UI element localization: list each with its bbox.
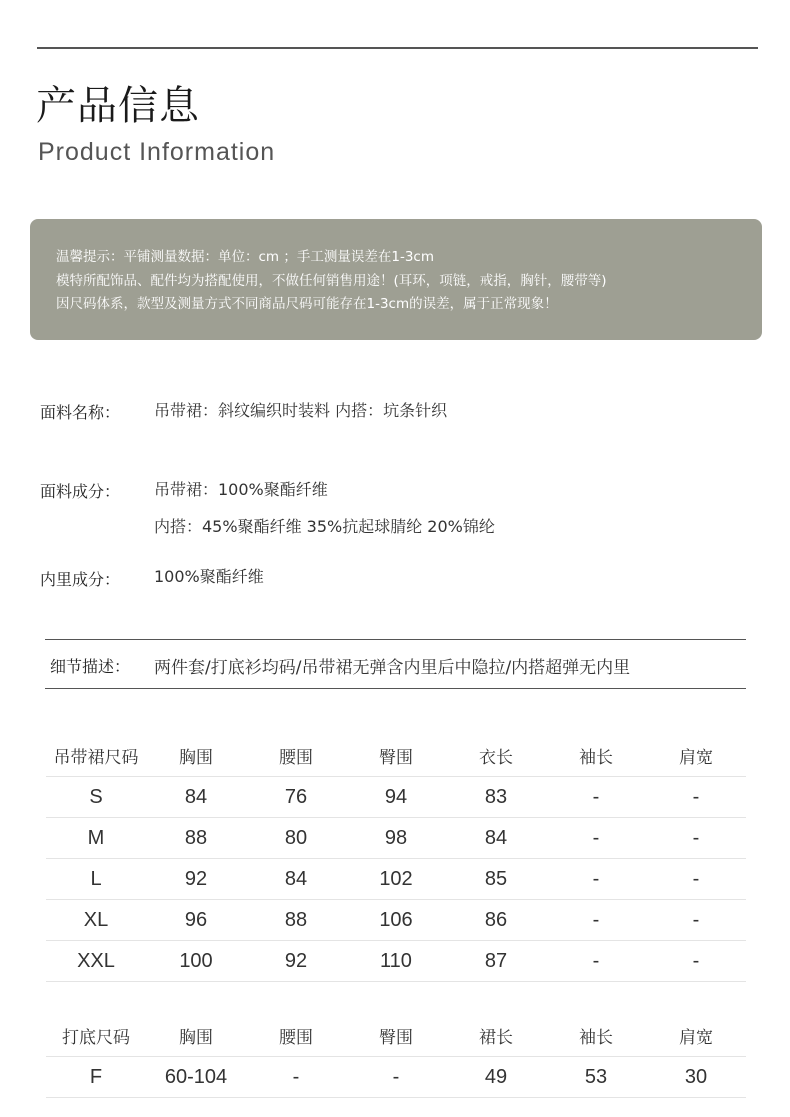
table-header-row — [46, 1014, 746, 1057]
table-cell: S — [46, 777, 146, 818]
column-header: 胸围 — [146, 1014, 246, 1057]
table-row — [46, 900, 746, 941]
notice-line: 温馨提示：平铺测量数据：单位：cm ；手工测量误差在1-3cm — [56, 249, 434, 265]
table-cell: - — [546, 818, 646, 859]
table-cell: 80 — [246, 818, 346, 859]
table-cell: 53 — [546, 1057, 646, 1098]
table-row — [46, 859, 746, 900]
detail-value: 两件套/打底衫均码/吊带裙无弹含内里后中隐拉/内搭超弹无内里 — [154, 658, 631, 678]
column-header: 胸围 — [146, 734, 246, 777]
column-header: 腰围 — [246, 1014, 346, 1057]
table-cell: 94 — [346, 777, 446, 818]
composition-line-1: 吊带裙：100%聚酯纤维 — [154, 480, 328, 499]
table-row — [46, 1057, 746, 1098]
table-cell: - — [346, 1057, 446, 1098]
table-cell: - — [646, 818, 746, 859]
table-cell: - — [546, 941, 646, 982]
table-cell: 83 — [446, 777, 546, 818]
column-header: 肩宽 — [646, 734, 746, 777]
table-cell: - — [546, 777, 646, 818]
table-cell: 30 — [646, 1057, 746, 1098]
lining-value: 100%聚酯纤维 — [154, 567, 264, 586]
table-cell: 84 — [446, 818, 546, 859]
column-header: 肩宽 — [646, 1014, 746, 1057]
table-cell: 60-104 — [146, 1057, 246, 1098]
column-header: 衣长 — [446, 734, 546, 777]
detail-top-divider — [45, 639, 746, 640]
table-cell: M — [46, 818, 146, 859]
fabric-name-label: 面料名称： — [40, 403, 121, 422]
dress-size-table — [46, 734, 746, 982]
table-cell: 110 — [346, 941, 446, 982]
table-cell: - — [546, 900, 646, 941]
table-cell: 49 — [446, 1057, 546, 1098]
table-cell: - — [546, 859, 646, 900]
table-cell: - — [646, 859, 746, 900]
table-header-row — [46, 734, 746, 777]
lining-label: 内里成分： — [40, 570, 121, 589]
table-cell: 92 — [146, 859, 246, 900]
table-cell: - — [646, 900, 746, 941]
table-cell: 96 — [146, 900, 246, 941]
table-cell: 106 — [346, 900, 446, 941]
notice-line: 模特所配饰品、配件均为搭配使用，不做任何销售用途！(耳环，项链，戒指，胸针，腰带等) — [56, 272, 607, 289]
table-cell: 84 — [146, 777, 246, 818]
innerwear-size-table — [46, 1014, 746, 1098]
composition-line-2: 内搭：45%聚酯纤维 35%抗起球腈纶 20%锦纶 — [154, 517, 495, 536]
table-cell: - — [646, 941, 746, 982]
table-cell: 98 — [346, 818, 446, 859]
column-header: 袖长 — [546, 734, 646, 777]
page-title: 产品信息 — [36, 83, 200, 129]
column-header: 打底尺码 — [46, 1014, 146, 1057]
table-cell: XXL — [46, 941, 146, 982]
table-cell: - — [246, 1057, 346, 1098]
table-cell: L — [46, 859, 146, 900]
table-cell: 102 — [346, 859, 446, 900]
table-row — [46, 818, 746, 859]
table-cell: 88 — [146, 818, 246, 859]
detail-label: 细节描述： — [50, 657, 131, 676]
table-row — [46, 941, 746, 982]
table-cell: 85 — [446, 859, 546, 900]
table-cell: 76 — [246, 777, 346, 818]
column-header: 吊带裙尺码 — [46, 734, 146, 777]
table-cell: 86 — [446, 900, 546, 941]
column-header: 裙长 — [446, 1014, 546, 1057]
detail-bottom-divider — [45, 688, 746, 689]
fabric-name-value: 吊带裙：斜纹编织时装料 内搭：坑条针织 — [154, 401, 448, 420]
column-header: 臀围 — [346, 1014, 446, 1057]
table-cell: XL — [46, 900, 146, 941]
top-divider — [37, 47, 758, 49]
column-header: 腰围 — [246, 734, 346, 777]
column-header: 袖长 — [546, 1014, 646, 1057]
notice-box — [30, 219, 762, 340]
column-header: 臀围 — [346, 734, 446, 777]
composition-label: 面料成分： — [40, 482, 121, 501]
table-cell: - — [646, 777, 746, 818]
page-subtitle: Product Information — [38, 138, 276, 166]
table-cell: 87 — [446, 941, 546, 982]
table-cell: 88 — [246, 900, 346, 941]
table-row — [46, 777, 746, 818]
table-cell: 84 — [246, 859, 346, 900]
table-cell: F — [46, 1057, 146, 1098]
table-cell: 100 — [146, 941, 246, 982]
table-cell: 92 — [246, 941, 346, 982]
notice-line: 因尺码体系，款型及测量方式不同商品尺码可能存在1-3cm的误差，属于正常现象！ — [56, 296, 558, 312]
